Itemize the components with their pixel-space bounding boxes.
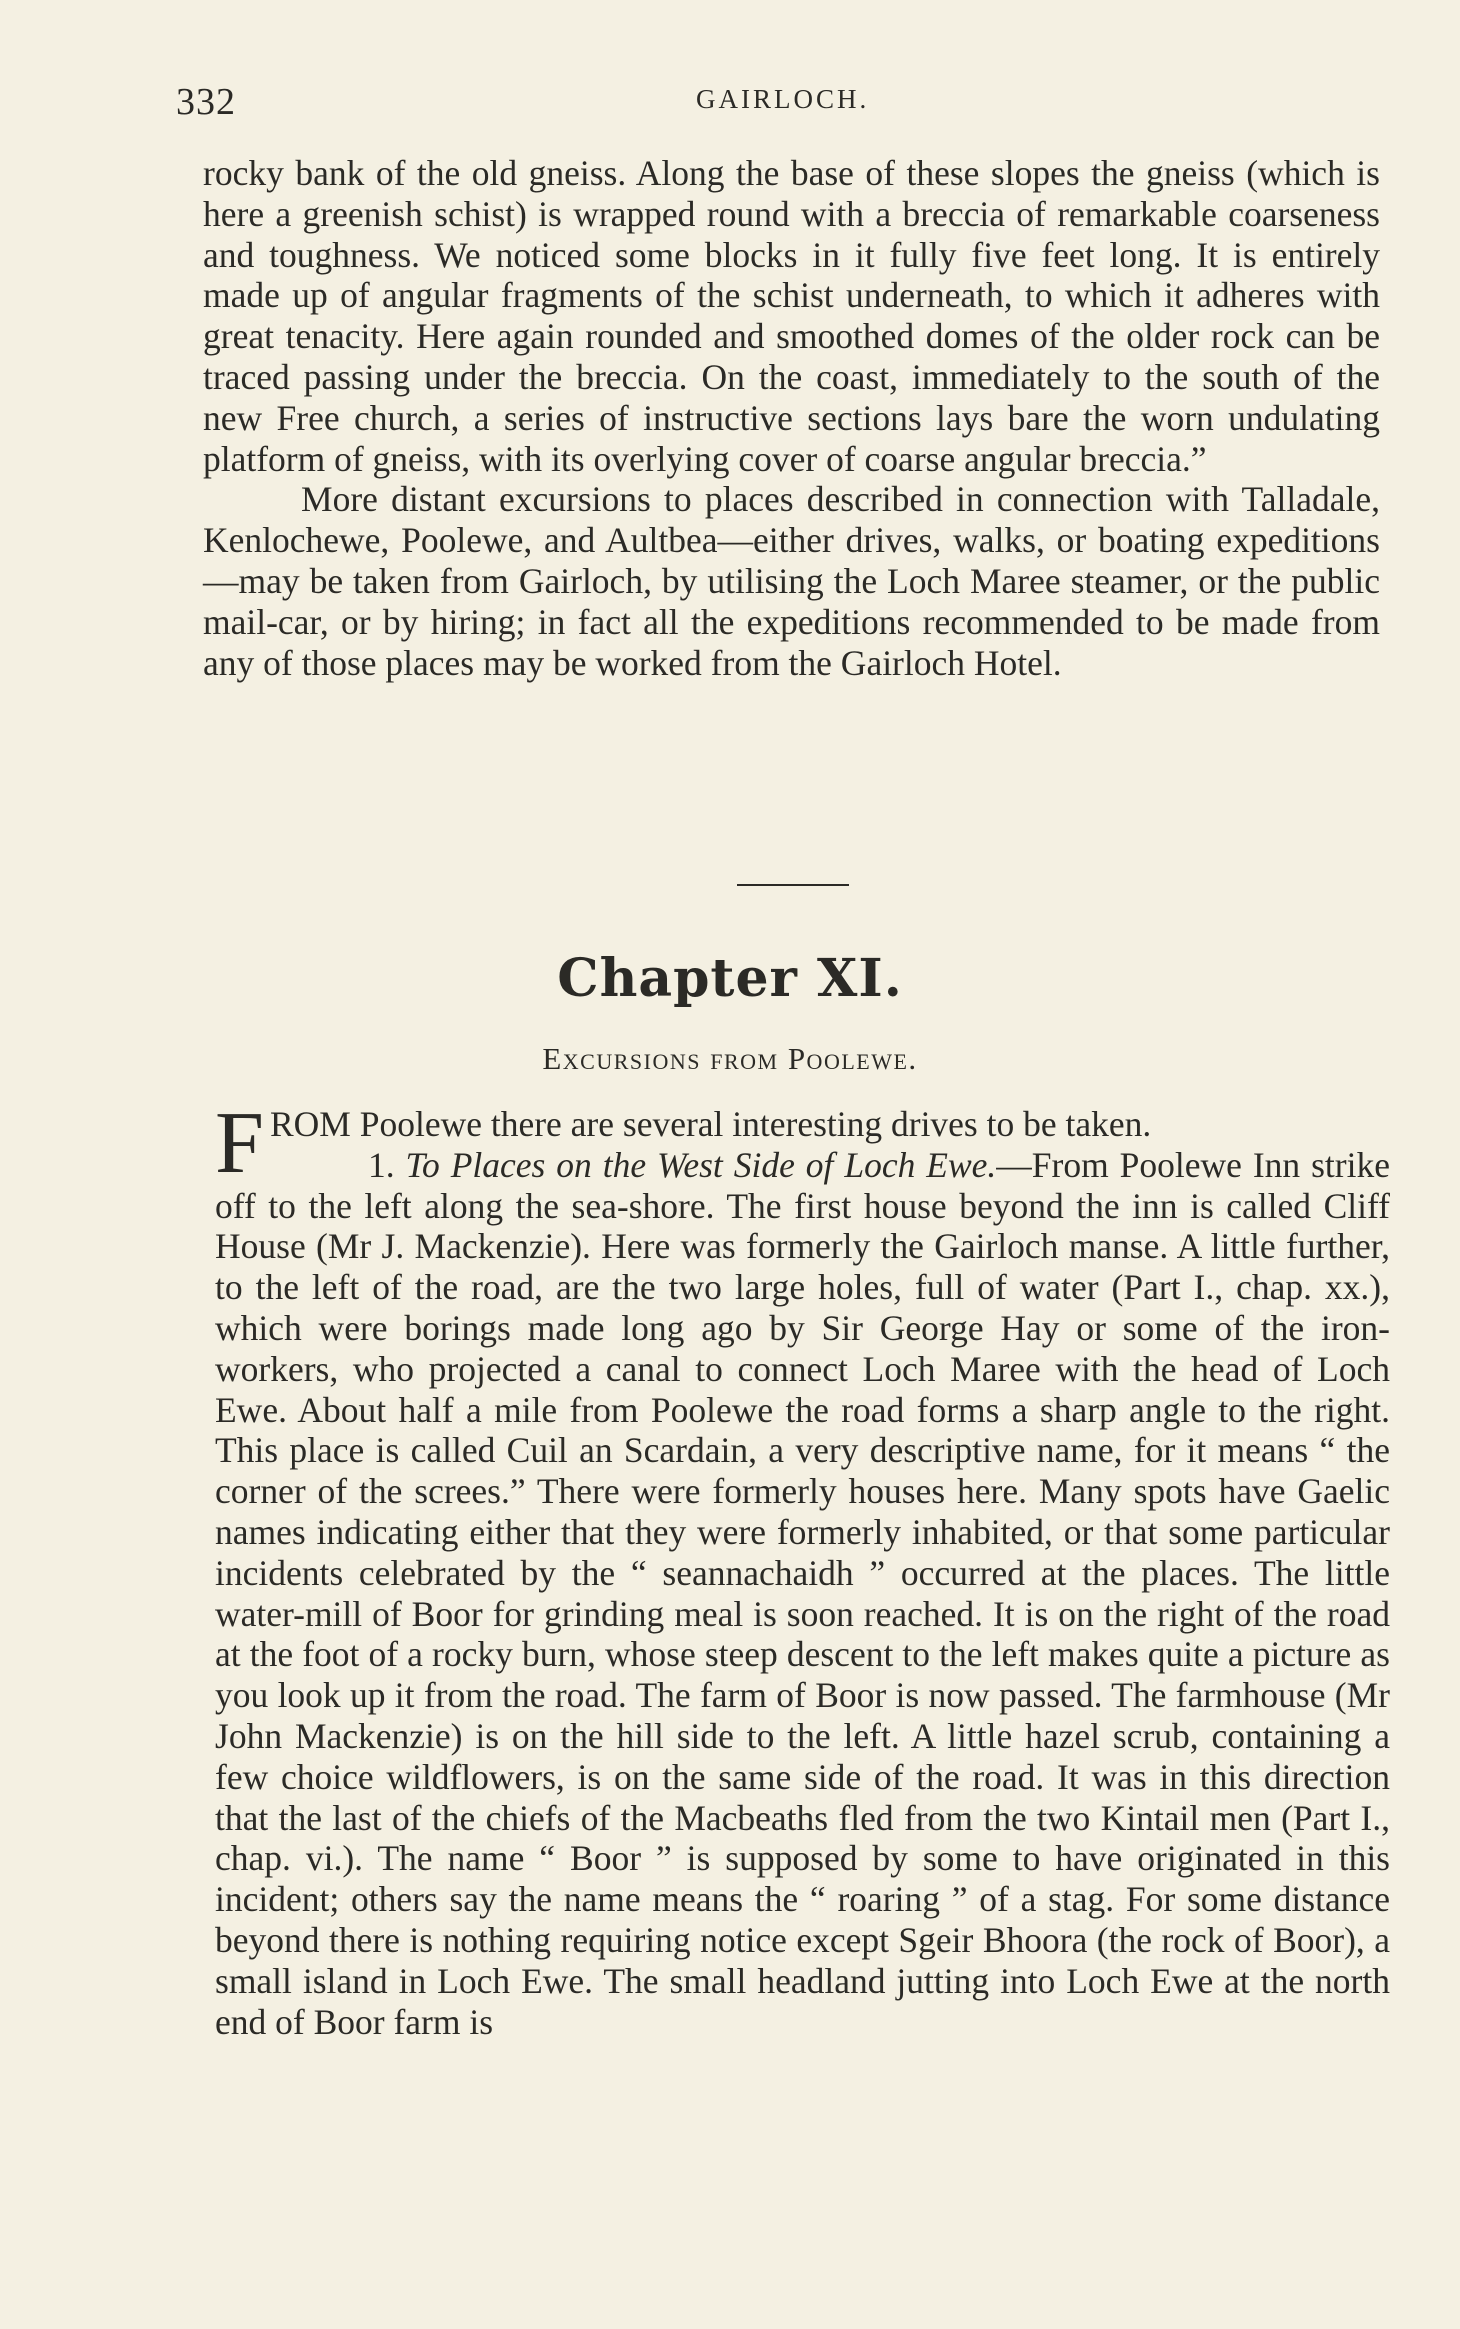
paragraph-west-side (215, 1145, 1390, 2043)
section-number: 1. (367, 1144, 395, 1185)
drop-cap: F (215, 1095, 264, 1192)
paragraph-breccia: rocky bank of the old gneiss. Along the base of these slopes the gneiss (which is here a greenish schist) is wrapped round with a breccia of remarkable coarseness and toughness. We noticed some blocks in it fully five feet long. It is entirely made up of angular fragments of the schist underneath, to which it adheres with great tenacity. Here again rounded and smoothed domes of the older rock can be traced passing under the breccia. On the coast, immediately to the south of the new Free church, a series of instructive sections lays bare the worn undulating platform of gneiss, with its overlying cover of coarse angular breccia.” (203, 153, 1380, 479)
section-title: To Places on the West Side of Loch Ewe. (405, 1144, 997, 1185)
chapter-heading: Chapter XI. (557, 948, 903, 1009)
section-divider (737, 884, 849, 886)
running-header (176, 80, 1406, 124)
paragraph-distant-excursions: More distant excursions to places described in connection with Talladale, Kenlochewe, Poolewe, and Aultbea—either drives, walks, or boating expeditions—may be taken from Gairloch, by utilising the Loch Maree steamer, or the public mail-car, or by hiring; in fact all the expeditions recommended to be made from any of those places may be worked from the Gairloch Hotel. (203, 479, 1380, 683)
section-text: —From Poolewe Inn strike off to the left along the sea-shore. The first house beyond the inn is called Cliff House (Mr J. Mackenzie). Here was formerly the Gairloch manse. A little further, to the left of the road, are the two large holes, full of water (Part I., chap. xx.), which were borings made long ago by Sir George Hay or some of the iron-workers, who projected a canal to connect Loch Maree with the head of Loch Ewe. About half a mile from Poolewe the road forms a sharp angle to the right. This place is called Cuil an Scardain, a very descriptive name, for it means “ the corner of the screes.” There were formerly houses here. Many spots have Gaelic names indicating either that they were formerly inhabited, or that some particular incidents celebrated by the “ seannachaidh ” occurred at the places. The little water-mill of Boor for grinding meal is soon reached. It is on the right of the road at the foot of a rocky burn, whose steep descent to the left makes quite a picture as you look up it from the road. The farm of Boor is now passed. The farmhouse (Mr John Mackenzie) is on the hill side to the left. A little hazel scrub, containing a few choice wildflowers, is on the same side of the road. It was in this direction that the last of the chiefs of the Macbeaths fled from the two Kintail men (Part I., chap. vi.). The name “ Boor ” is supposed by some to have originated in this incident; others say the name means the “ roaring ” of a stag. For some distance beyond there is nothing requiring notice except Sgeir Bhoora (the rock of Boor), a small island in Loch Ewe. The small headland jutting into Loch Ewe at the north end of Boor farm is (215, 1144, 1390, 2042)
page-number: 332 (176, 81, 236, 123)
opening-line: ROM Poolewe there are several interesting drives to be taken. (269, 1104, 1152, 1144)
running-title: GAIRLOCH. (696, 84, 870, 114)
chapter-text-block (215, 1095, 1390, 2042)
top-text-block (203, 153, 1380, 683)
chapter-subtitle: Excursions from Poolewe. (542, 1041, 918, 1076)
